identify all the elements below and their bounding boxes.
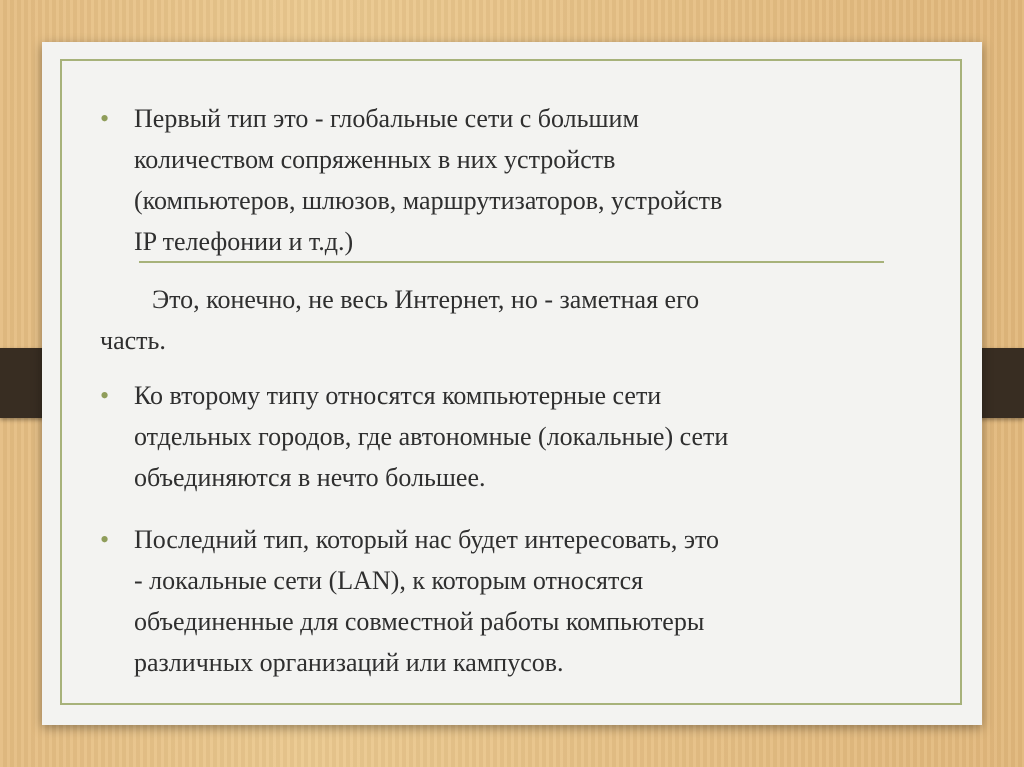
bullet-line: (компьютеров, шлюзов, маршрутизаторов, устройств: [134, 186, 723, 215]
bullet-line: IP телефонии и т.д.): [134, 227, 354, 256]
bullet-item-city-networks: [100, 375, 924, 498]
internet-note-paragraph: [100, 279, 900, 361]
bullet-line: различных организаций или кампусов.: [134, 648, 564, 677]
bullet-line: объединяются в нечто большее.: [134, 463, 486, 492]
bullet-icon: •: [100, 381, 110, 410]
bullet-line: Первый тип это - глобальные сети с большим: [134, 104, 639, 133]
paragraph-line: часть.: [100, 326, 166, 355]
bullet-line: количеством сопряженных в них устройств: [134, 145, 616, 174]
section-divider: [139, 261, 884, 263]
bullet-icon: •: [100, 104, 110, 133]
bullet-line: отдельных городов, где автономные (локальные) сети: [134, 422, 729, 451]
bullet-item-local-networks: [100, 519, 924, 683]
bullet-line: Последний тип, который нас будет интересовать, это: [134, 525, 720, 554]
bullet-icon: •: [100, 525, 110, 554]
slide-content: [42, 42, 982, 725]
bullet-line: - локальные сети (LAN), к которым относятся: [134, 566, 644, 595]
paragraph-line: Это, конечно, не весь Интернет, но - заметная его: [152, 285, 700, 314]
bullet-item-global-networks: [100, 98, 924, 262]
slide-paper: [42, 42, 982, 725]
bullet-line: объединенные для совместной работы компьютеры: [134, 607, 705, 636]
bullet-line: Ко второму типу относятся компьютерные сети: [134, 381, 662, 410]
